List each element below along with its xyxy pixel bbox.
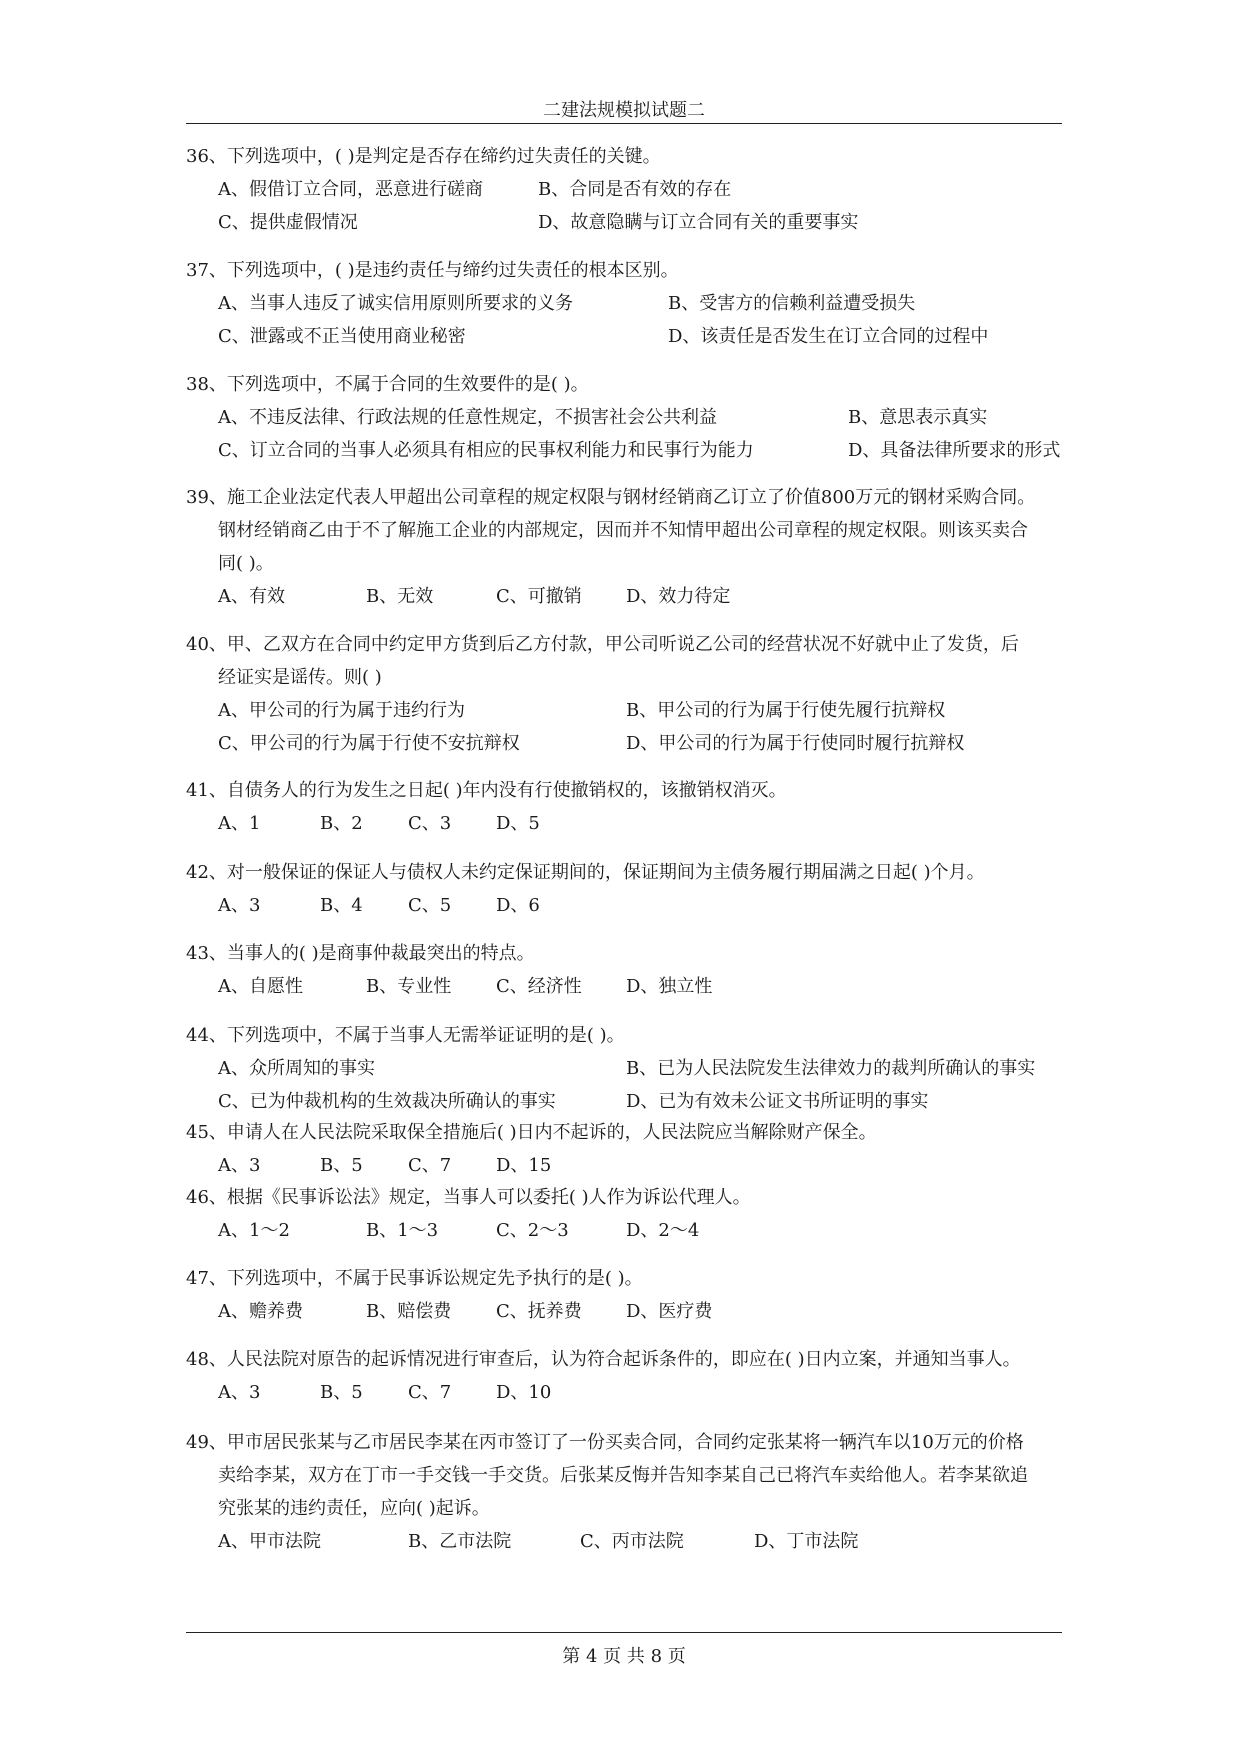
question-stem-line: 同( )。 — [218, 553, 274, 574]
answer-option: A、3 — [218, 1382, 261, 1403]
answer-option: B、1～3 — [366, 1220, 439, 1241]
option-row — [218, 1214, 1066, 1247]
question-stem-line: 44、下列选项中，不属于当事人无需举证证明的是( )。 — [186, 1025, 625, 1046]
answer-option: C、提供虚假情况 — [218, 212, 358, 233]
answer-option: B、5 — [320, 1155, 363, 1176]
option-row — [218, 173, 1066, 206]
answer-option: A、有效 — [218, 586, 285, 607]
option-row — [218, 580, 1066, 613]
option-row — [218, 1052, 1066, 1085]
question-39 — [186, 481, 1066, 613]
answer-option: D、该责任是否发生在订立合同的过程中 — [668, 326, 989, 347]
answer-option: D、独立性 — [626, 976, 713, 997]
option-row — [218, 1525, 1066, 1558]
option-row — [218, 434, 1066, 467]
answer-option: A、1 — [218, 813, 261, 834]
answer-option: D、医疗费 — [626, 1301, 713, 1322]
option-row — [218, 807, 1066, 840]
option-row — [218, 970, 1066, 1003]
question-43 — [186, 937, 1066, 1003]
answer-option: C、抚养费 — [496, 1301, 582, 1322]
question-46 — [186, 1181, 1066, 1247]
answer-option: B、乙市法院 — [408, 1531, 512, 1552]
answer-option: D、2～4 — [626, 1220, 700, 1241]
question-stem-line: 卖给李某，双方在丁市一手交钱一手交货。后张某反悔并告知李某自己已将汽车卖给他人。若李某欲追 — [218, 1465, 1028, 1486]
answer-option: B、意思表示真实 — [848, 407, 988, 428]
answer-option: A、假借订立合同，恶意进行磋商 — [218, 179, 483, 200]
header-divider — [186, 123, 1062, 124]
answer-option: B、4 — [320, 895, 363, 916]
answer-option: C、丙市法院 — [580, 1531, 684, 1552]
question-stem-line: 36、下列选项中，( )是判定是否存在缔约过失责任的关键。 — [186, 146, 661, 167]
question-stem-line: 经证实是谣传。则( ) — [218, 667, 382, 688]
answer-option: D、6 — [496, 895, 540, 916]
answer-option: B、甲公司的行为属于行使先履行抗辩权 — [626, 700, 946, 721]
answer-option: D、具备法律所要求的形式 — [848, 440, 1061, 461]
answer-option: C、甲公司的行为属于行使不安抗辩权 — [218, 733, 520, 754]
option-row — [218, 727, 1066, 760]
answer-option: B、受害方的信赖利益遭受损失 — [668, 293, 916, 314]
answer-option: D、5 — [496, 813, 540, 834]
answer-option: D、10 — [496, 1382, 552, 1403]
answer-option: C、7 — [408, 1155, 452, 1176]
question-stem-line: 42、对一般保证的保证人与债权人未约定保证期间的，保证期间为主债务履行期届满之日起( )个月。 — [186, 862, 985, 883]
question-37 — [186, 254, 1066, 353]
answer-option: C、可撤销 — [496, 586, 582, 607]
answer-option: A、众所周知的事实 — [218, 1058, 375, 1079]
question-42 — [186, 856, 1066, 922]
answer-option: A、3 — [218, 895, 261, 916]
answer-option: B、合同是否有效的存在 — [538, 179, 732, 200]
answer-option: D、15 — [496, 1155, 552, 1176]
question-stem-line: 37、下列选项中，( )是违约责任与缔约过失责任的根本区别。 — [186, 260, 679, 281]
option-row — [218, 1085, 1066, 1118]
question-stem-line: 39、施工企业法定代表人甲超出公司章程的规定权限与钢材经销商乙订立了价值800万元的钢材采购合同。 — [186, 487, 1036, 508]
option-row — [218, 206, 1066, 239]
question-40 — [186, 628, 1066, 760]
option-row — [218, 320, 1066, 353]
answer-option: B、5 — [320, 1382, 363, 1403]
answer-option: C、2～3 — [496, 1220, 569, 1241]
option-row — [218, 889, 1066, 922]
answer-option: B、已为人民法院发生法律效力的裁判所确认的事实 — [626, 1058, 1036, 1079]
question-stem-line: 46、根据《民事诉讼法》规定，当事人可以委托( )人作为诉讼代理人。 — [186, 1187, 751, 1208]
page-number: 第 4 页 共 8 页 — [562, 1646, 686, 1667]
question-stem-line: 48、人民法院对原告的起诉情况进行审查后，认为符合起诉条件的，即应在( )日内立案，并通知当事人。 — [186, 1349, 1021, 1370]
answer-option: B、专业性 — [366, 976, 452, 997]
answer-option: A、当事人违反了诚实信用原则所要求的义务 — [218, 293, 573, 314]
answer-option: C、5 — [408, 895, 452, 916]
question-49 — [186, 1426, 1066, 1558]
answer-option: C、订立合同的当事人必须具有相应的民事权利能力和民事行为能力 — [218, 440, 754, 461]
option-row — [218, 694, 1066, 727]
answer-option: C、泄露或不正当使用商业秘密 — [218, 326, 466, 347]
question-stem-line: 钢材经销商乙由于不了解施工企业的内部规定，因而并不知情甲超出公司章程的规定权限。则该买卖合 — [218, 520, 1028, 541]
question-stem-line: 47、下列选项中，不属于民事诉讼规定先予执行的是( )。 — [186, 1268, 643, 1289]
option-row — [218, 287, 1066, 320]
answer-option: D、已为有效未公证文书所证明的事实 — [626, 1091, 929, 1112]
answer-option: D、故意隐瞒与订立合同有关的重要事实 — [538, 212, 859, 233]
option-row — [218, 401, 1066, 434]
option-row — [218, 1376, 1066, 1409]
answer-option: B、无效 — [366, 586, 434, 607]
page-header-title: 二建法规模拟试题二 — [543, 100, 705, 121]
answer-option: A、1～2 — [218, 1220, 290, 1241]
answer-option: A、甲公司的行为属于违约行为 — [218, 700, 465, 721]
answer-option: B、赔偿费 — [366, 1301, 452, 1322]
answer-option: A、甲市法院 — [218, 1531, 321, 1552]
question-stem-line: 41、自债务人的行为发生之日起( )年内没有行使撤销权的，该撤销权消灭。 — [186, 780, 787, 801]
question-stem-line: 49、甲市居民张某与乙市居民李某在丙市签订了一份买卖合同，合同约定张某将一辆汽车以10万元的价格 — [186, 1432, 1024, 1453]
answer-option: D、丁市法院 — [754, 1531, 859, 1552]
question-48 — [186, 1343, 1066, 1409]
answer-option: C、经济性 — [496, 976, 582, 997]
option-row — [218, 1295, 1066, 1328]
answer-option: A、3 — [218, 1155, 261, 1176]
question-stem-line: 45、申请人在人民法院采取保全措施后( )日内不起诉的，人民法院应当解除财产保全。 — [186, 1122, 877, 1143]
question-45 — [186, 1116, 1066, 1182]
answer-option: C、7 — [408, 1382, 452, 1403]
question-36 — [186, 140, 1066, 239]
footer-divider — [186, 1632, 1062, 1633]
option-row — [218, 1149, 1066, 1182]
answer-option: B、2 — [320, 813, 363, 834]
answer-option: A、不违反法律、行政法规的任意性规定，不损害社会公共利益 — [218, 407, 717, 428]
answer-option: C、3 — [408, 813, 452, 834]
answer-option: D、甲公司的行为属于行使同时履行抗辩权 — [626, 733, 965, 754]
answer-option: A、自愿性 — [218, 976, 303, 997]
question-stem-line: 究张某的违约责任，应向( )起诉。 — [218, 1498, 490, 1519]
question-stem-line: 43、当事人的( )是商事仲裁最突出的特点。 — [186, 943, 535, 964]
question-38 — [186, 368, 1066, 467]
question-47 — [186, 1262, 1066, 1328]
answer-option: A、赡养费 — [218, 1301, 303, 1322]
answer-option: C、已为仲裁机构的生效裁决所确认的事实 — [218, 1091, 556, 1112]
question-stem-line: 40、甲、乙双方在合同中约定甲方货到后乙方付款，甲公司听说乙公司的经营状况不好就中止了发货，后 — [186, 634, 1019, 655]
question-44 — [186, 1019, 1066, 1118]
question-41 — [186, 774, 1066, 840]
question-stem-line: 38、下列选项中，不属于合同的生效要件的是( )。 — [186, 374, 589, 395]
answer-option: D、效力待定 — [626, 586, 731, 607]
